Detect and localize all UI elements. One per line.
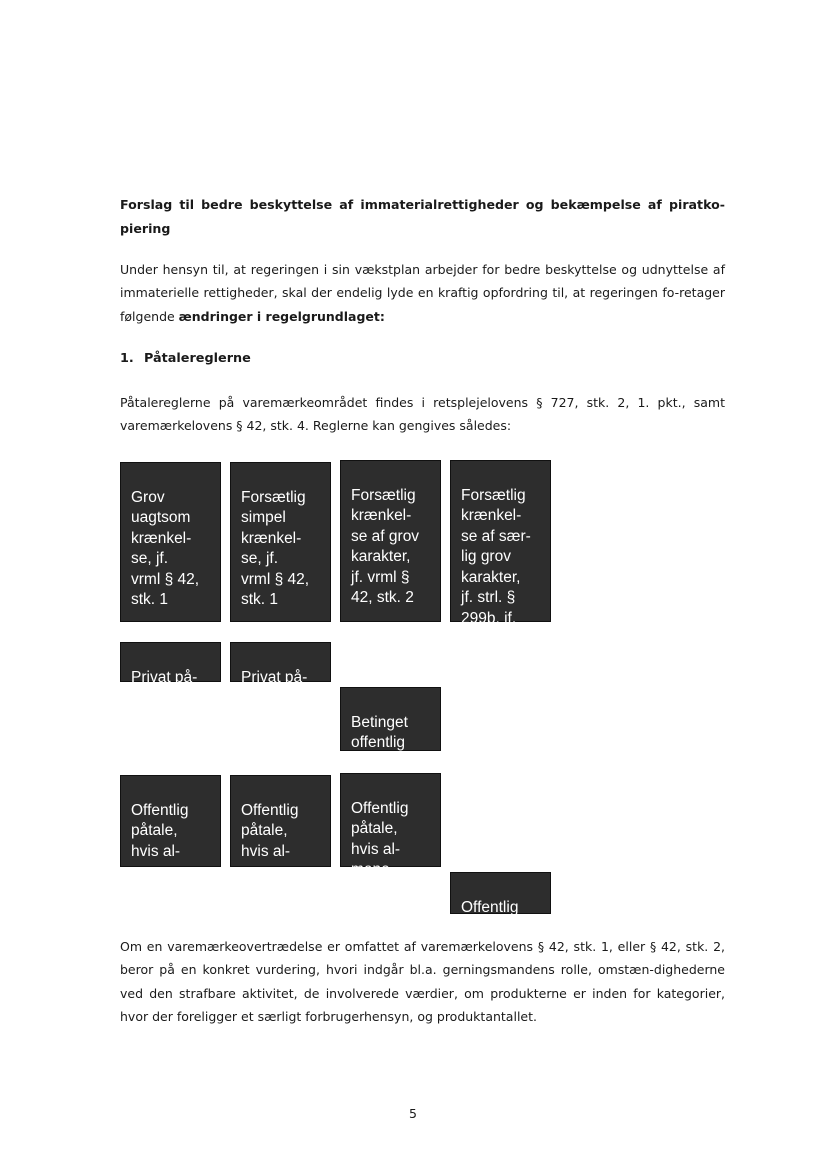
diagram-box-label: Offentlig påtale [461,898,519,936]
diagram-box-offentlig-hvis-almene-1 [120,775,221,880]
diagram-box-label: Privat på- tale [241,668,308,706]
document-title: Forslag til bedre beskyttelse af immaterialrettigheder og bekæmpelse af piratko-piering [120,197,725,236]
section-paragraph: Påtalereglerne på varemærkeområdet findes i retsplejelovens § 727, stk. 2, 1. pkt., samt varemærkelovens § 42, stk. 4. Reglerne kan gengives således: [120,395,725,434]
intro-paragraph [120,258,725,328]
diagram-box-label: Privat på- tale [131,668,198,706]
diagram-box-betinget-offentlig-patale [340,687,441,772]
diagram-box-label: Offentlig påtale, hvis al- mene [131,801,189,880]
section-heading [120,348,251,370]
diagram-box-forsaetlig-grov [340,460,441,622]
intro-text: Under hensyn til, at regeringen i sin vækstplan arbejder for bedre beskyttelse og udnyttelse af immaterielle rettigheder, skal der endelig lyde en kraftig opfordring til, at regeringen fo-retager følgende [120,262,725,324]
section-number: 1. [120,351,134,366]
closing-paragraph: Om en varemærkeovertrædelse er omfattet af varemærkelovens § 42, stk. 1, eller § 42, stk. 2, beror på en konkret vurdering, hvori indgår bl.a. gerningsmandens rolle, omstæn-dighederne ved den strafbare aktivitet, de involverede værdier, om produkterne er inden for kategorier, hvor der foreligger et særligt forbrugerhensyn, og produktantallet. [120,939,725,1025]
diagram-box-grov-uagtsom [120,462,221,622]
diagram-box-forsaetlig-saerlig-grov [450,460,551,647]
diagram-box-offentlig-hvis-almene-3 [340,773,441,878]
diagram-box-label: Betinget offentlig påtale [351,713,408,772]
diagram-box-label: Forsætlig krænkel- se af sær- lig grov karakter, jf. strl. § 299b, jf. vrml § 42 [461,486,531,647]
diagram-box-offentlig-patale [450,872,551,936]
diagram-box-label: Offentlig påtale, hvis al- mene [351,799,409,878]
section-title: Påtalereglerne [144,351,251,366]
page-number: 5 [409,1106,417,1121]
diagram-box-label: Offentlig påtale, hvis al- mene [241,801,299,880]
diagram-box-forsaetlig-simpel [230,462,331,622]
diagram-box-offentlig-hvis-almene-2 [230,775,331,880]
diagram-box-label: Forsætlig krænkel- se af grov karakter, jf. vrml § 42, stk. 2 [351,486,420,606]
diagram-box-label: Forsætlig simpel krænkel- se, jf. vrml § 42, stk. 1 [241,488,310,608]
diagram-box-privat-patale-2 [230,642,331,706]
intro-bold-text: ændringer i regelgrundlaget: [178,308,385,324]
diagram-box-privat-patale-1 [120,642,221,706]
diagram-box-label: Grov uagtsom krænkel- se, jf. vrml § 42, stk. 1 [131,488,200,608]
